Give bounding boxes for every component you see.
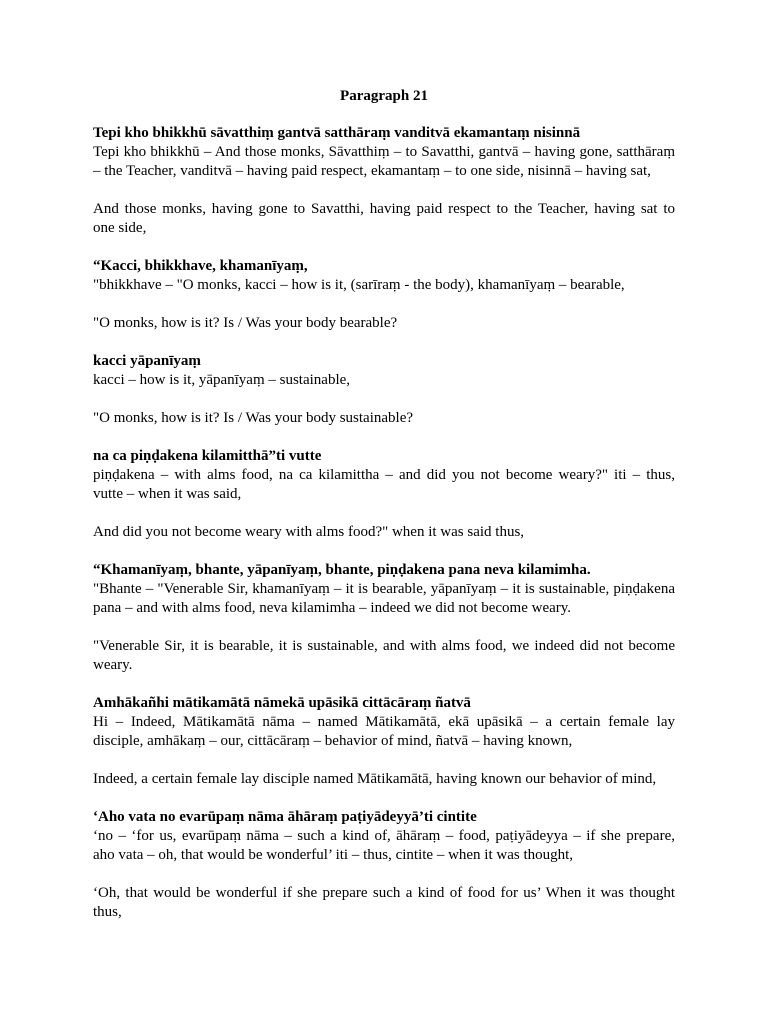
text-line: And did you not become weary with alms food?" when it was said thus,	[93, 524, 525, 540]
paragraph-block-8	[93, 523, 675, 542]
text-line: Indeed, a certain female lay disciple named Mātikamātā, having known our behavior of mind,	[93, 771, 657, 787]
text-line: "bhikkhave – "O monks, kacci – how is it, (sarīraṃ - the body), khamanīyaṃ – bearable,	[93, 277, 625, 293]
document-body	[93, 124, 675, 941]
paragraph-block-12	[93, 770, 675, 789]
paragraph-block-7	[93, 447, 675, 504]
text-line: weary.	[93, 657, 133, 673]
paragraph-block-9	[93, 561, 675, 618]
paragraph-block-3	[93, 257, 675, 295]
pali-heading: ‘Aho vata no evarūpaṃ nāma āhāraṃ paṭiyādeyyā’ti cintite	[93, 809, 477, 825]
pali-heading: “Kacci, bhikkhave, khamanīyaṃ,	[93, 258, 308, 274]
text-line: And those monks, having gone to Savatthi, having paid respect to the Teacher, having sat to	[93, 201, 675, 217]
paragraph-block-14	[93, 884, 675, 922]
paragraph-block-5	[93, 352, 675, 390]
text-line: "Venerable Sir, it is bearable, it is sustainable, and with alms food, we indeed did not become	[93, 638, 675, 654]
text-line: "O monks, how is it? Is / Was your body bearable?	[93, 315, 398, 331]
text-line: "O monks, how is it? Is / Was your body sustainable?	[93, 410, 414, 426]
paragraph-block-6	[93, 409, 675, 428]
paragraph-block-11	[93, 694, 675, 751]
pali-heading: na ca piṇḍakena kilamitthā”ti vutte	[93, 448, 322, 464]
text-line: Hi – Indeed, Mātikamātā nāma – named Mātikamātā, ekā upāsikā – a certain female lay	[93, 714, 675, 730]
paragraph-block-13	[93, 808, 675, 865]
text-line: kacci – how is it, yāpanīyaṃ – sustainable,	[93, 372, 351, 388]
text-line: disciple, amhākaṃ – our, cittācāraṃ – behavior of mind, ñatvā – having known,	[93, 733, 573, 749]
text-line: – the Teacher, vanditvā – having paid respect, ekamantaṃ – to one side, nisinnā – having sat,	[93, 163, 651, 179]
paragraph-block-2	[93, 200, 675, 238]
text-line: vutte – when it was said,	[93, 486, 242, 502]
text-line: ‘Oh, that would be wonderful if she prepare such a kind of food for us’ When it was thought	[93, 885, 675, 901]
text-line: ‘no – ‘for us, evarūpaṃ nāma – such a kind of, āhāraṃ – food, paṭiyādeyya – if she prepare,	[93, 828, 675, 844]
pali-heading: kacci yāpanīyaṃ	[93, 353, 201, 369]
text-line: "Bhante – "Venerable Sir, khamanīyaṃ – it is bearable, yāpanīyaṃ – it is sustainable, piṇḍakena	[93, 581, 675, 597]
paragraph-block-4	[93, 314, 675, 333]
text-line: one side,	[93, 220, 147, 236]
page-title: Paragraph 21	[340, 88, 428, 104]
text-line: piṇḍakena – with alms food, na ca kilamittha – and did you not become weary?" iti – thus,	[93, 467, 675, 483]
text-line: Tepi kho bhikkhū – And those monks, Sāvatthiṃ – to Savatthi, gantvā – having gone, satthāraṃ	[93, 144, 675, 160]
text-line: aho vata – oh, that would be wonderful’ iti – thus, cintite – when it was thought,	[93, 847, 574, 863]
text-line: pana – and with alms food, neva kilamimha – indeed we did not become weary.	[93, 600, 572, 616]
pali-heading: “Khamanīyaṃ, bhante, yāpanīyaṃ, bhante, piṇḍakena pana neva kilamimha.	[93, 562, 591, 578]
text-line: thus,	[93, 904, 122, 920]
pali-heading: Tepi kho bhikkhū sāvatthiṃ gantvā satthāraṃ vanditvā ekamantaṃ nisinnā	[93, 125, 581, 141]
paragraph-block-1	[93, 124, 675, 181]
paragraph-block-10	[93, 637, 675, 675]
pali-heading: Amhākañhi mātikamātā nāmekā upāsikā cittācāraṃ ñatvā	[93, 695, 471, 711]
